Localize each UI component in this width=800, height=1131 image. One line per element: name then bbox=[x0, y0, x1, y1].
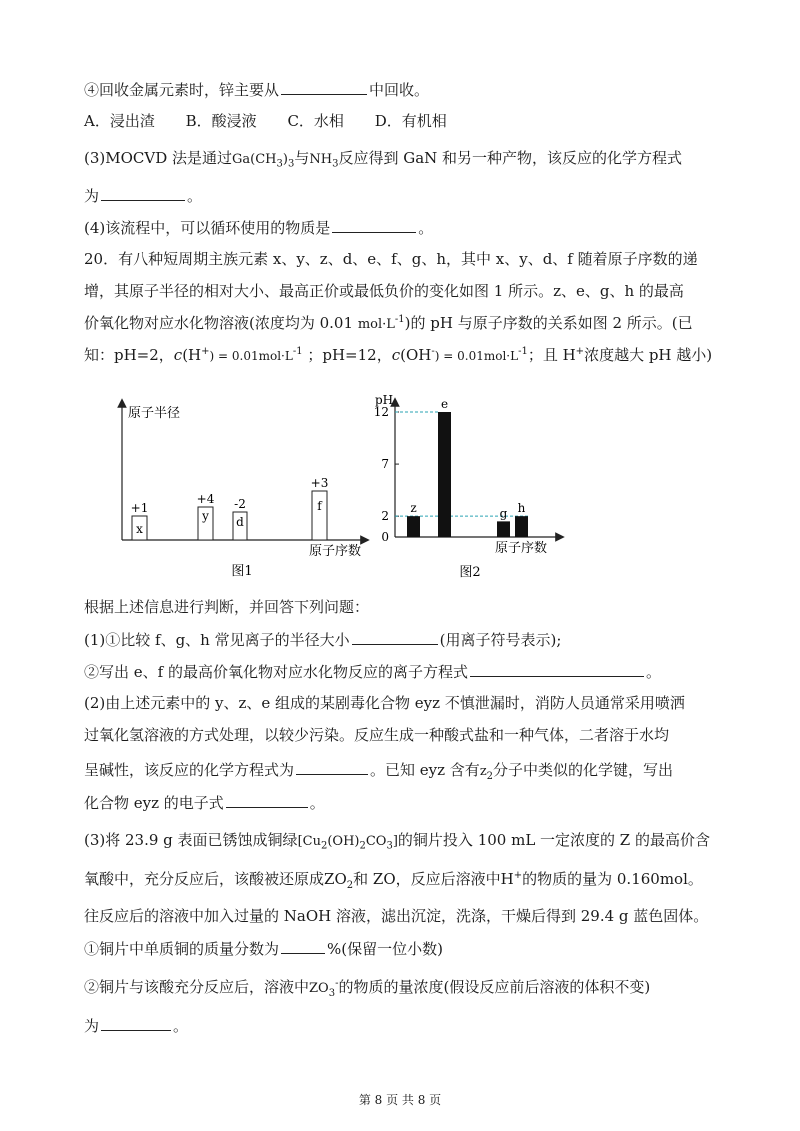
answer-blank[interactable] bbox=[470, 661, 644, 677]
fig2-y-tick: 12 bbox=[373, 405, 389, 419]
fig1-bar-label: y bbox=[202, 509, 209, 523]
mocvd-and: 与 bbox=[294, 149, 310, 167]
q20-line-2: 增，其原子半径的相对大小、最高正价或最低负价的变化如图 1 所示。z、e、g、h 的最高 bbox=[84, 282, 684, 300]
p3-line-2: 过氧化氢溶液的方式处理，以较少污染。反应生成一种酸式盐和一种气体，二者溶于水均 bbox=[84, 726, 670, 744]
p3-line-3: 呈碱性，该反应的化学方程式为 。已知 eyz 含有$z_2$分子中类似的化学键，写出 bbox=[84, 761, 674, 782]
answer-blank[interactable] bbox=[226, 792, 308, 808]
p4-line-4: ①铜片中单质铜的质量分数为 %(保留一位小数) bbox=[84, 940, 443, 958]
fig2-bar-z bbox=[407, 516, 420, 537]
option-b: B．酸浸液 bbox=[185, 112, 257, 130]
fig1-x-label: 原子序数 bbox=[309, 544, 362, 559]
intro-line: 根据上述信息进行判断，并回答下列问题： bbox=[84, 598, 370, 616]
fig1-bar-y bbox=[197, 492, 215, 540]
p4-line-6: 为 。 bbox=[84, 1017, 189, 1035]
option-d: D．有机相 bbox=[374, 112, 447, 130]
period: 。 bbox=[418, 219, 434, 237]
answer-blank[interactable] bbox=[281, 79, 367, 95]
p4-line-3: 往反应后的溶液中加入过量的 NaOH 溶液，滤出沉淀，洗涤，干燥后得到 29.4 g 蓝色固体。 bbox=[84, 907, 709, 925]
fig2-bar-label: z bbox=[410, 501, 417, 516]
fig1-bar-label: x bbox=[136, 522, 143, 536]
fig1-caption: 图1 bbox=[231, 564, 253, 579]
p3-line-4: 化合物 eyz 的电子式 。 bbox=[84, 794, 325, 812]
period: 。 bbox=[187, 187, 203, 205]
p3-line-1: (2)由上述元素中的 y、z、e 组成的某剧毒化合物 eyz 不慎泄漏时，消防人员通常采用喷洒 bbox=[84, 694, 685, 712]
fig1-bar-label: f bbox=[317, 499, 322, 513]
fig2-y-tick: 7 bbox=[381, 457, 389, 472]
answer-blank[interactable] bbox=[281, 938, 325, 954]
malachite-formula: $[Cu_2(OH)_2CO_3]$ bbox=[297, 834, 398, 852]
fig2-y-tick: 2 bbox=[381, 509, 389, 524]
q20-line-4: 知：pH=2，$c(H^+) = 0.01mol\cdot L^{-1}$ ；pH=12，$c(OH^-) = 0.01mol\cdot L^{-1}$；且 H+浓度越大 pH 越小) bbox=[84, 346, 713, 364]
p4-line-1: (3)将 23.9 g 表面已锈蚀成铜绿$[Cu_2(OH)_2CO_3]$的铜片投入 100 mL 一定浓度的 Z 的最高价含 bbox=[84, 831, 711, 852]
q20-line-3: 价氧化物对应水化物溶液(浓度均为 0.01 $mol\cdot L^{-1}$)的 pH 与原子序数的关系如图 2 所示。(已 bbox=[84, 314, 693, 332]
recycle-line bbox=[84, 217, 433, 238]
q20-line-1: 20．有八种短周期主族元素 x、y、z、d、e、f、g、h，其中 x、y、d、f 随着原子序数的递 bbox=[84, 250, 698, 268]
fig2-caption: 图2 bbox=[459, 565, 481, 580]
fig2-bar-h bbox=[515, 516, 528, 537]
p1-line: (1)①比较 f、g、h 常见离子的半径大小 (用离子符号表示); bbox=[84, 631, 562, 649]
options-line bbox=[84, 111, 473, 131]
fig1-valence-label: +3 bbox=[310, 476, 329, 490]
mocvd-text: (3)MOCVD 法是通过 bbox=[84, 149, 233, 167]
p2-line: ②写出 e、f 的最高价氧化物对应水化物反应的离子方程式 。 bbox=[84, 663, 661, 681]
fig2-bar-label: h bbox=[517, 501, 526, 516]
answer-blank[interactable] bbox=[101, 1015, 171, 1031]
mocvd-text-2: 反应得到 GaN 和另一种产物，该反应的化学方程式 bbox=[338, 149, 683, 167]
wei-text: 为 bbox=[84, 187, 100, 205]
page-footer: 第 8 页 共 8 页 bbox=[358, 1093, 442, 1107]
fig1-bar-f bbox=[311, 476, 329, 540]
ga-formula: $Ga(CH_3)_3$ bbox=[232, 152, 295, 170]
mocvd-line bbox=[84, 148, 682, 170]
fig2-bar-label: e bbox=[440, 397, 449, 411]
fig1-valence-label: +1 bbox=[130, 501, 149, 515]
fig2-x-label: 原子序数 bbox=[495, 541, 548, 556]
recycle-text: (4)该流程中，可以循环使用的物质是 bbox=[84, 219, 331, 237]
fig1-y-label: 原子半径 bbox=[128, 406, 181, 421]
fig2-bar-e bbox=[438, 412, 451, 537]
fig2-bar-label: g bbox=[499, 506, 508, 521]
answer-blank[interactable] bbox=[296, 759, 368, 775]
option-c: C．水相 bbox=[287, 112, 344, 130]
mocvd-answer-line bbox=[84, 185, 202, 206]
fig1-bar-d bbox=[233, 497, 247, 540]
fig1-valence-label: +4 bbox=[196, 492, 215, 506]
p4-line-5: ②铜片与该酸充分反应后，溶液中$ZO_3^-$的物质的量浓度(假设反应前后溶液的体积不变) bbox=[84, 978, 651, 999]
answer-blank[interactable] bbox=[352, 629, 438, 645]
fig1-bar-x bbox=[131, 501, 149, 540]
p4-line-2: 氧酸中，充分反应后，该酸被还原成$ZO_2$和 ZO，反应后溶液中H+的物质的量为 0.160mol。 bbox=[84, 870, 703, 891]
q4-tail: 中回收。 bbox=[369, 81, 430, 99]
q19-part4-line bbox=[84, 79, 429, 100]
nh3-formula: $NH_3$ bbox=[309, 152, 339, 170]
fig1-bar-label: d bbox=[236, 515, 244, 529]
figure-2 bbox=[365, 390, 565, 580]
q4-text: ④回收金属元素时，锌主要从 bbox=[84, 81, 280, 99]
fig2-bar-g bbox=[497, 521, 510, 537]
option-a: A．浸出渣 bbox=[84, 112, 155, 130]
fig2-y-tick: 0 bbox=[381, 530, 389, 544]
figure-1 bbox=[110, 395, 370, 580]
fig1-valence-label: -2 bbox=[234, 497, 246, 511]
fig2-y-label: pH bbox=[375, 393, 394, 407]
answer-blank[interactable] bbox=[101, 185, 185, 201]
answer-blank[interactable] bbox=[332, 217, 416, 233]
